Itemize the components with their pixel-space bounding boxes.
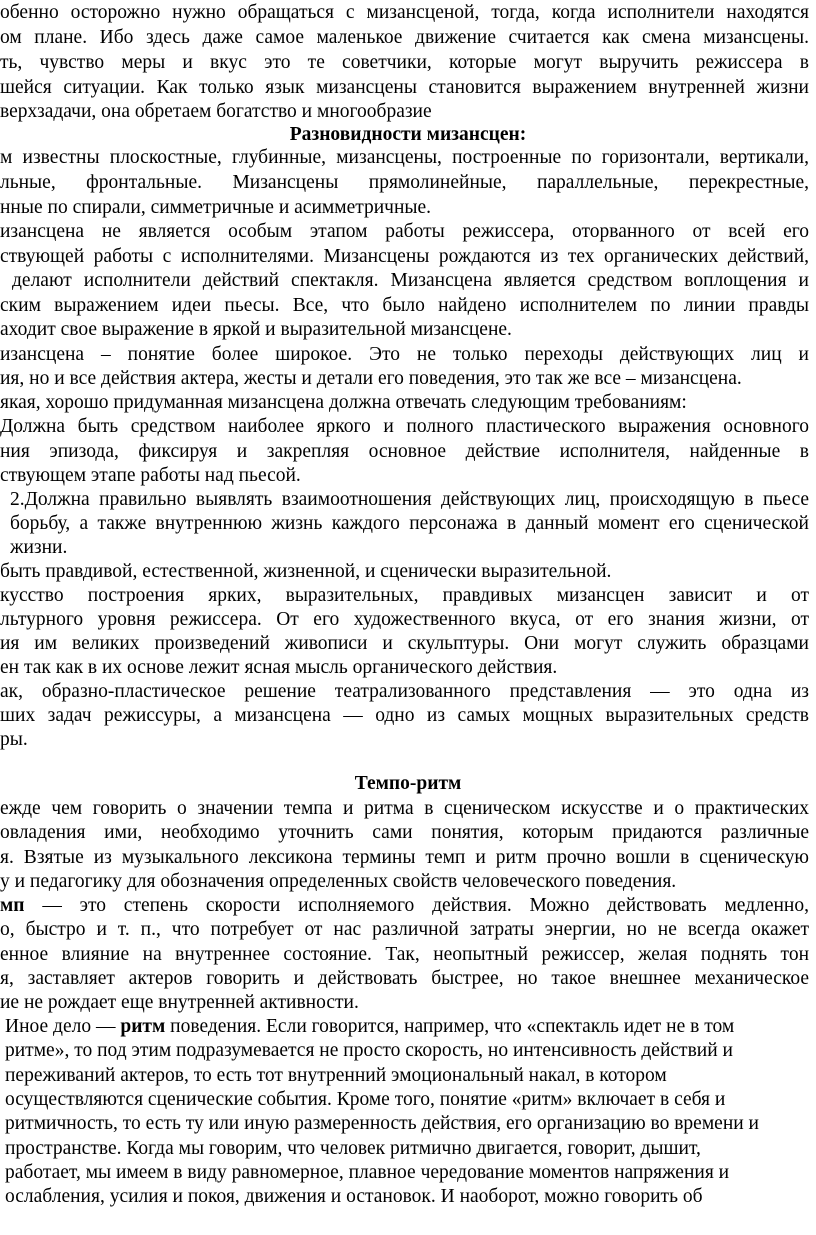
text-line: борьбу, а также внутреннюю жизнь каждого персонажа в данный момент его сценической <box>10 513 809 534</box>
text-line: льные, фронтальные. Мизансцены прямолинейные, параллельные, перекрестные, <box>0 172 809 193</box>
text-line: ом плане. Ибо здесь даже самое маленькое движение считается как смена мизансцены. <box>0 27 809 48</box>
text-line: аходит свое выражение в яркой и выразительной мизансцене. <box>0 319 512 340</box>
text-span: Иное дело — <box>5 1016 121 1037</box>
term-tempo: мп <box>0 895 25 916</box>
text-line: верхзадачи, она обретаем богатство и многообразие <box>0 101 432 122</box>
text-line: ия им великих произведений живописи и скульптуры. Они могут служить образцами <box>0 633 809 654</box>
text-line: ть, чувство меры и вкус это те советчики, которые могут выручить режиссера в <box>0 52 809 73</box>
text-line: ежде чем говорить о значении темпа и ритма в сценическом искусстве и о практических <box>0 798 809 819</box>
text-line: м известны плоскостные, глубинные, мизансцены, построенные по горизонтали, вертикали, <box>0 147 809 168</box>
term-rhythm: ритм <box>120 1016 166 1037</box>
text-line: изансцена – понятие более широкое. Это не только переходы действующих лиц и <box>0 344 809 365</box>
text-line: шейся ситуации. Как только язык мизансцены становится выражением внутренней жизни <box>0 77 809 98</box>
text-line: пространстве. Когда мы говорим, что человек ритмично двигается, говорит, дышит, <box>5 1138 701 1159</box>
text-line: ритмичность, то есть ту или иную размеренность действия, его организацию во времени и <box>5 1113 759 1134</box>
text-line <box>0 893 809 918</box>
text-line: ак, образно-пластическое решение театрализованного представления — это одна из <box>0 681 809 702</box>
text-line: ших задач режиссуры, а мизансцена — одно из самых мощных выразительных средств <box>0 705 809 726</box>
text-line: я. Взятые из музыкального лексикона термины темп и ритм прочно вошли в сценическую <box>0 847 809 868</box>
text-line: льтурного уровня режиссера. От его художественного вкуса, от его знания жизни, от <box>0 609 809 630</box>
text-line: я, заставляет актеров говорить и действовать быстрее, но такое внешнее механическое <box>0 968 809 989</box>
text-line: работает, мы имеем в виду равномерное, плавное чередование моментов напряжения и <box>5 1162 730 1183</box>
text-line: кусство построения ярких, выразительных, правдивых мизансцен зависит и от <box>0 585 809 606</box>
text-line: ры. <box>0 729 28 750</box>
text-line: быть правдивой, естественной, жизненной, и сценически выразительной. <box>0 561 612 582</box>
text-line: осуществляются сценические события. Кроме того, понятие «ритм» включает в себя и <box>5 1089 726 1110</box>
text-line <box>5 1014 734 1039</box>
text-line: ния эпизода, фиксируя и закрепляя основное действие исполнителя, найденные в <box>0 441 809 462</box>
text-line: ие не рождает еще внутренней активности. <box>0 992 359 1013</box>
text-line: изансцена не является особым этапом работы режиссера, оторванного от всей его <box>0 221 809 242</box>
text-line: ритме», то под этим подразумевается не просто скорость, но интенсивность действий и <box>5 1040 733 1061</box>
text-line: переживаний актеров, то есть тот внутренний эмоциональный накал, в котором <box>5 1065 667 1086</box>
text-line: якая, хорошо придуманная мизансцена должна отвечать следующим требованиям: <box>0 392 687 413</box>
text-line: 2.Должна правильно выявлять взаимоотношения действующих лиц, происходящую в пьесе <box>10 489 809 510</box>
text-line: ствующем этапе работы над пьесой. <box>0 465 301 486</box>
text-line: ствующей работы с исполнителями. Мизансцены рождаются из тех органических действий, <box>0 246 809 267</box>
text-line: нные по спирали, симметричные и асимметричные. <box>0 197 432 218</box>
text-span: — это степень скорости исполняемого действия. Можно действовать медленно, <box>42 895 809 916</box>
text-line: енное влияние на внутреннее состояние. Так, неопытный режиссер, желая поднять тон <box>0 944 809 965</box>
text-line: делают исполнители действий спектакля. Мизансцена является средством воплощения и <box>12 270 809 291</box>
text-line: ия, но и все действия актера, жесты и детали его поведения, это так же все – мизансцена. <box>0 368 742 389</box>
text-line: ослабления, усилия и покоя, движения и остановок. И наоборот, можно говорить об <box>5 1186 703 1207</box>
text-span: поведения. Если говорится, например, что «спектакль идет не в том <box>165 1016 735 1037</box>
text-line: ским выражением идеи пьесы. Все, что было найдено исполнителем по линии правды <box>0 295 809 316</box>
section-heading: Темпо-ритм <box>354 773 462 794</box>
text-line: ен так как в их основе лежит ясная мысль органического действия. <box>0 657 558 678</box>
text-line: у и педагогику для обозначения определенных свойств человеческого поведения. <box>0 871 677 892</box>
text-line: Должна быть средством наиболее яркого и полного пластического выражения основного <box>0 416 809 437</box>
text-line: обенно осторожно нужно обращаться с мизансценой, тогда, когда исполнители находятся <box>0 2 809 23</box>
text-line: овладения ими, необходимо уточнить сами понятия, которым придаются различные <box>0 822 809 843</box>
text-line: жизни. <box>10 537 68 558</box>
section-heading: Разновидности мизансцен: <box>289 124 527 145</box>
text-line: о, быстро и т. п., что потребует от нас различной затраты энергии, но не всегда окажет <box>0 919 809 940</box>
